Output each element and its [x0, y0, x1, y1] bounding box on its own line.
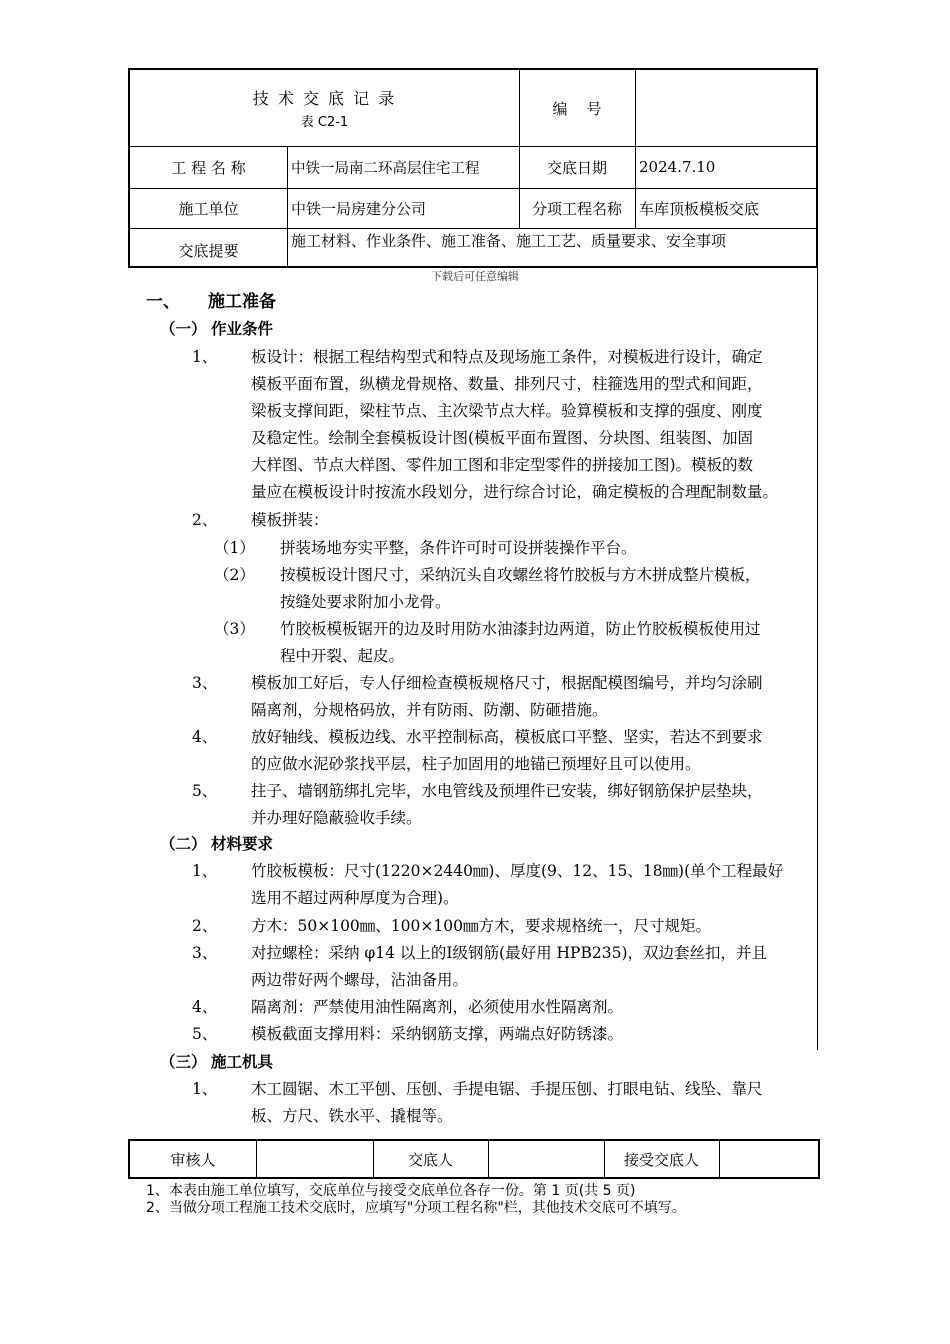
- section-number: 一、: [146, 292, 180, 312]
- paragraph-line: 木工圆锯、木工平刨、压刨、手提电锯、手提压刨、打眼电钻、线坠、靠尺: [251, 1080, 763, 1098]
- subsection-title: 作业条件: [211, 320, 274, 338]
- paragraph-line: 拼装场地夯实平整，条件许可时可设拼装操作平台。: [280, 539, 637, 557]
- paragraph-line: 程中开裂、起皮。: [280, 647, 405, 665]
- item-number: 5、: [192, 1025, 218, 1043]
- paragraph-line: 模板加工好后，专人仔细检查模板规格尺寸，根据配模图编号，并均匀涂刷: [251, 674, 763, 692]
- paragraph-line: 隔离剂：严禁使用油性隔离剂，必须使用水性隔离剂。: [251, 998, 624, 1016]
- paragraph-line: 大样图、节点大样图、零件加工图和非定型零件的拼接加工图)。模板的数: [251, 456, 754, 474]
- subproject-value[interactable]: 车库顶板模板交底: [639, 199, 760, 218]
- subsection-number: （一）: [160, 320, 207, 338]
- footer-note: 2、当做分项工程施工技术交底时，应填写"分项工程名称"栏，其他技术交底可不填写。: [146, 1200, 686, 1216]
- item-number: 2、: [192, 511, 218, 529]
- title-cell: [130, 70, 519, 146]
- item-number: 1、: [192, 862, 218, 880]
- paragraph-line: 及稳定性。绘制全套模板设计图(模板平面布置图、分块图、组装图、加固: [251, 429, 754, 447]
- unit-label: 施工单位: [178, 199, 239, 218]
- date-value[interactable]: 2024.7.10: [639, 158, 716, 176]
- section-title: 施工准备: [208, 292, 276, 312]
- paragraph-line: 隔离剂，分规格码放，并有防雨、防潮、防砸措施。: [251, 701, 608, 719]
- download-note: 下载后可任意编辑: [431, 270, 519, 283]
- summary-value[interactable]: 施工材料、作业条件、施工准备、施工工艺、质量要求、安全事项: [291, 232, 727, 250]
- reviewer-label: 审核人: [170, 1150, 216, 1169]
- number-label: 编 号: [552, 99, 602, 118]
- content-right-border: [817, 268, 818, 1050]
- project-name-label: 工 程 名 称: [171, 158, 246, 177]
- number-value[interactable]: [635, 70, 816, 146]
- discloser-label: 交底人: [407, 1150, 453, 1169]
- paragraph-line: 的应做水泥砂浆找平层，柱子加固用的地锚已预埋好且可以使用。: [251, 755, 701, 773]
- paragraph-line: 按模板设计图尺寸，采纳沉头自攻螺丝将竹胶板与方木拼成整片模板，: [280, 566, 761, 584]
- item-number: 3、: [192, 944, 218, 962]
- project-name-value[interactable]: 中铁一局南二环高层住宅工程: [291, 160, 480, 177]
- paragraph-line: 竹胶板模板：尺寸(1220×2440㎜)、厚度(9、12、15、18㎜)(单个工程最好: [251, 862, 784, 880]
- paragraph-line: 对拉螺栓：采纳 φ14 以上的Ⅰ级钢筋(最好用 HPB235)，双边套丝扣，并且: [251, 944, 767, 962]
- paragraph-line: 模板截面支撑用料：采纳钢筋支撑，两端点好防锈漆。: [251, 1025, 624, 1043]
- paragraph-line: 量应在模板设计时按流水段划分，进行综合讨论，确定模板的合理配制数量。: [251, 483, 779, 501]
- reviewer-field[interactable]: [256, 1141, 373, 1177]
- paragraph-line: 模板平面布置，纵横龙骨规格、数量、排列尺寸，柱箍选用的型式和间距，: [251, 375, 763, 393]
- paragraph-line: 并办理好隐蔽验收手续。: [251, 809, 422, 827]
- receiver-label: 接受交底人: [623, 1150, 699, 1169]
- paragraph-line: 板、方尺、铁水平、撬棍等。: [251, 1107, 453, 1125]
- item-number: 1、: [192, 1080, 218, 1098]
- date-label: 交底日期: [546, 158, 607, 177]
- item-number: 2、: [192, 917, 218, 935]
- item-number: 3、: [192, 674, 218, 692]
- subproject-label: 分项工程名称: [531, 199, 622, 218]
- subsection-number: （三）: [160, 1053, 207, 1071]
- subitem-number: （2）: [214, 566, 255, 584]
- paragraph-line: 板设计：根据工程结构型式和特点及现场施工条件，对模板进行设计，确定: [251, 348, 763, 366]
- header-table: [128, 68, 818, 268]
- item-number: 5、: [192, 782, 218, 800]
- receiver-field[interactable]: [719, 1141, 818, 1177]
- subsection-title: 施工机具: [211, 1053, 274, 1071]
- subitem-number: （1）: [214, 539, 255, 557]
- paragraph-line: 竹胶板模板锯开的边及时用防水油漆封边两道，防止竹胶板模板使用过: [280, 620, 761, 638]
- footer-note: 1、本表由施工单位填写，交底单位与接受交底单位各存一份。第 1 页(共 5 页): [146, 1183, 636, 1199]
- item-number: 4、: [192, 728, 218, 746]
- paragraph-line: 按缝处要求附加小龙骨。: [280, 593, 451, 611]
- paragraph-line: 拄子、墙钢筋绑扎完毕，水电管线及预埋件已安装，绑好钢筋保护层垫块，: [251, 782, 763, 800]
- paragraph-line: 方木：50×100㎜、100×100㎜方木，要求规格统一，尺寸规矩。: [251, 917, 711, 935]
- form-number: 表 C2-1: [300, 115, 349, 130]
- subitem-number: （3）: [214, 620, 255, 638]
- paragraph-line: 放好轴线、模板边线、水平控制标高，模板底口平整、坚实，若达不到要求: [251, 728, 763, 746]
- paragraph-line: 梁板支撑间距，梁柱节点、主次梁节点大样。验算模板和支撑的强度、刚度: [251, 402, 763, 420]
- paragraph-line: 选用不超过两种厚度为合理)。: [251, 889, 459, 907]
- paragraph-line: 模板拼装：: [251, 511, 329, 529]
- signature-table: [128, 1139, 820, 1179]
- item-number: 1、: [192, 348, 218, 366]
- discloser-field[interactable]: [488, 1141, 604, 1177]
- subsection-title: 材料要求: [211, 835, 274, 853]
- unit-value[interactable]: 中铁一局房建分公司: [291, 199, 427, 218]
- form-title: 技 术 交 底 记 录: [252, 89, 397, 108]
- item-number: 4、: [192, 998, 218, 1016]
- paragraph-line: 两边带好两个螺母，沾油备用。: [251, 971, 469, 989]
- summary-label: 交底提要: [178, 241, 239, 260]
- subsection-number: （二）: [160, 835, 207, 853]
